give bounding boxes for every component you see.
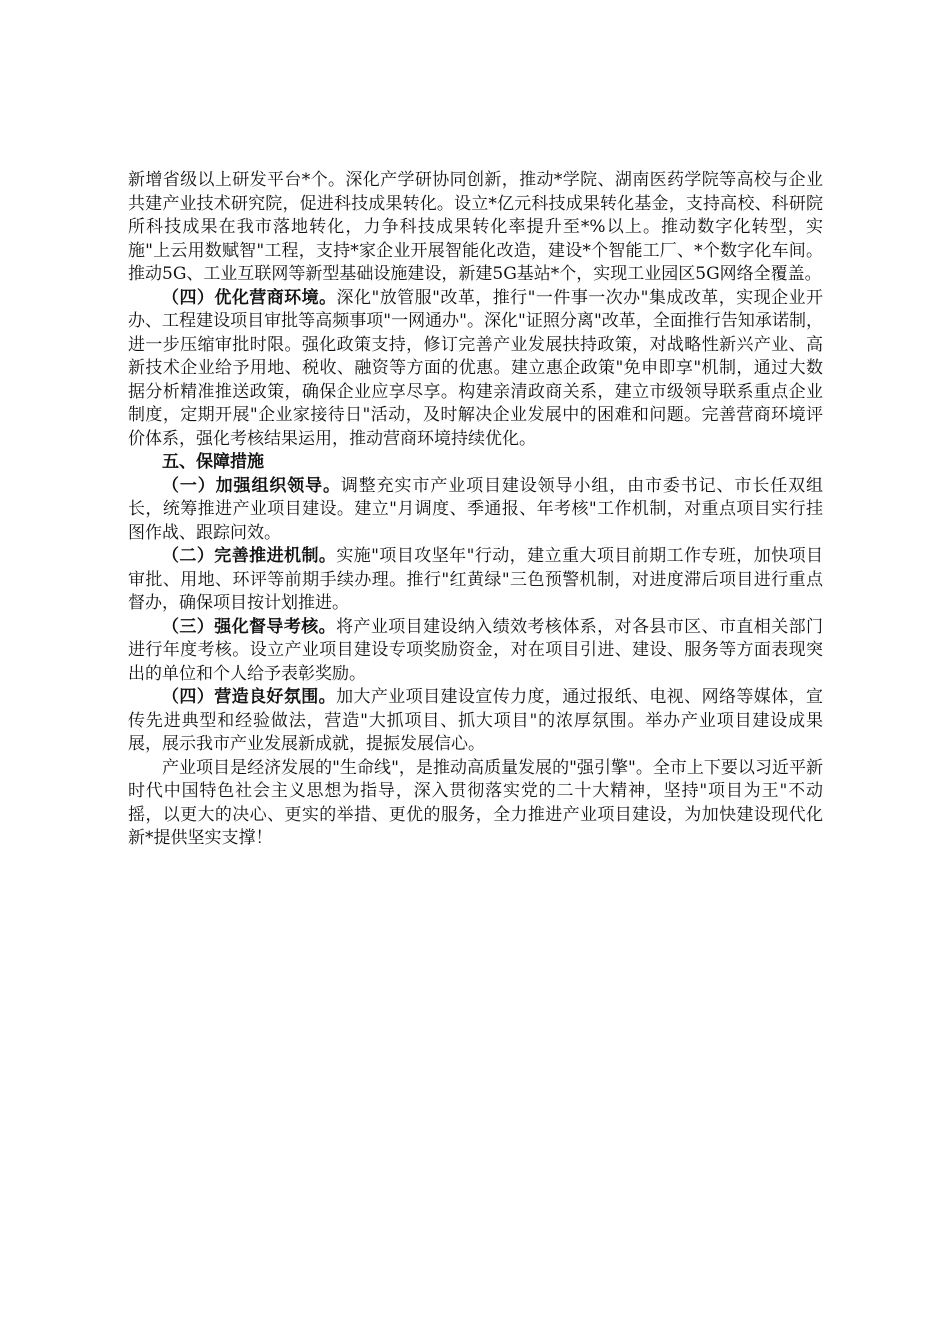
paragraph-organization [128, 475, 823, 546]
paragraph-lead: （一）加强组织领导。 [162, 475, 341, 496]
paragraph-closing: 产业项目是经济发展的"生命线"，是推动高质量发展的"强引擎"。全市上下要以习近平新时代中国特色社会主义思想为指导，深入贯彻落实党的二十大精神，坚持"项目为王"不动摇，以更大的决心、更实的举措、更优的服务，全力推进产业项目建设，为加快建设现代化新*提供坚实支撑！ [128, 757, 823, 848]
paragraph-atmosphere [128, 686, 823, 757]
paragraph-supervision [128, 616, 823, 687]
paragraph-text: 实施"项目攻坚年"行动，建立重大项目前期工作专班，加快项目审批、用地、环评等前期手续办理。推行"红黄绿"三色预警机制，对进度滞后项目进行重点督办，确保项目按计划推进。 [128, 546, 824, 613]
document-body [128, 169, 823, 851]
paragraph-lead: （四）优化营商环境。 [162, 287, 337, 308]
paragraph-lead: （三）强化督导考核。 [162, 616, 337, 637]
paragraph-lead: （四）营造良好氛围。 [162, 687, 337, 707]
paragraph-text: 调整充实市产业项目建设领导小组，由市委书记、市长任双组长，统筹推进产业项目建设。建立"月调度、季通报、年考核"工作机制，对重点项目实行挂图作战、跟踪问效。 [128, 475, 824, 543]
paragraph-text: 将产业项目建设纳入绩效考核体系，对各县市区、市直相关部门进行年度考核。设立产业项目建设专项奖励资金，对在项目引进、建设、服务等方面表现突出的单位和个人给予表彰奖励。 [128, 616, 824, 684]
paragraph-text: 深化"放管服"改革，推行"一件事一次办"集成改革，实现企业开办、工程建设项目审批等高频事项"一网通办"。深化"证照分离"改革，全面推行告知承诺制，进一步压缩审批时限。强化政策支持，修订完善产业发展扶持政策，对战略性新兴产业、高新技术企业给予用地、税收、融资等方面的优惠。建立惠企政策"免申即享"机制，通过大数据分析精准推送政策，确保企业应享尽享。构建亲清政商关系，建立市级领导联系重点企业制度，定期开展"企业家接待日"活动，及时解决企业发展中的困难和问题。完善营商环境评价体系，强化考核结果运用，推动营商环境持续优化。 [128, 287, 823, 449]
paragraph-lead: （二）完善推进机制。 [162, 546, 337, 566]
paragraph-text: 新增省级以上研发平台*个。深化产学研协同创新，推动*学院、湖南医药学院等高校与企业共建产业技术研究院，促进科技成果转化。设立*亿元科技成果转化基金，支持高校、科研院所科技成果在我市落地转化，力争科技成果转化率提升至*%以上。推动数字化转型，实施"上云用数赋智"工程，支持*家企业开展智能化改造，建设*个智能工厂、*个数字化车间。推动5G、工业互联网等新型基础设施建设，新建5G基站*个，实现工业园区5G网络全覆盖。 [128, 170, 823, 284]
paragraph-mechanism [128, 545, 823, 616]
paragraph-text: 加大产业项目建设宣传力度，通过报纸、电视、网络等媒体，宣传先进典型和经验做法，营造"大抓项目、抓大项目"的浓厚氛围。举办产业项目建设成果展，展示我市产业发展新成就，提振发展信心。 [128, 687, 824, 754]
paragraph-continuation [128, 169, 823, 287]
paragraph-business-environment [128, 287, 823, 452]
section-heading: 五、保障措施 [162, 452, 264, 472]
